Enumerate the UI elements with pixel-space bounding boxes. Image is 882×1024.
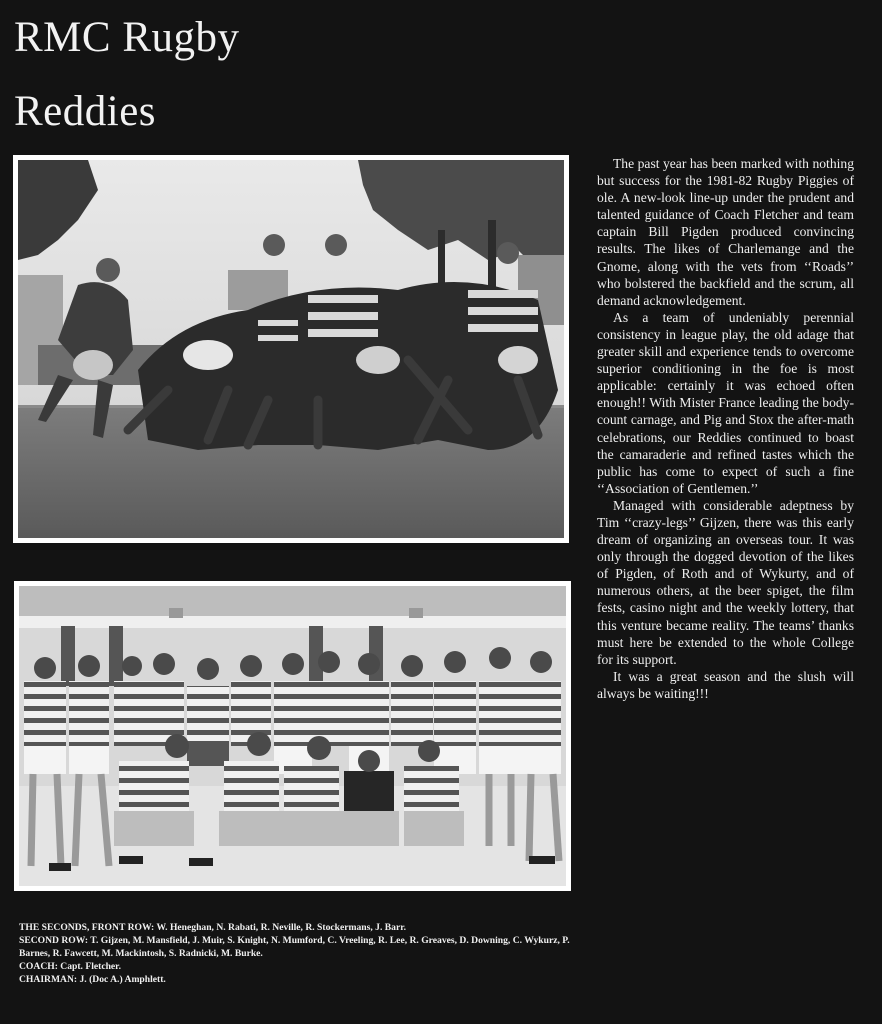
caption-coach: COACH: Capt. Fletcher. (19, 961, 121, 972)
scrum-action-photo (13, 155, 569, 543)
page-subtitle: Reddies (14, 88, 157, 135)
photo-caption (19, 921, 579, 986)
caption-chairman: CHAIRMAN: J. (Doc A.) Amphlett. (19, 974, 166, 985)
article-paragraph: It was a great season and the slush will always be waiting!!! (597, 668, 854, 701)
article-body (597, 155, 854, 702)
team-photo-image (19, 586, 566, 886)
scrum-photo-image (18, 160, 564, 538)
article-paragraph: As a team of undeniably perennial consistency in league play, the old adage that greater skill and experience tends to overcome superior conditioning in the foe is most applicable: certainly it was echoed often enough!! With Mister France leading the body-count carnage, and Pig and Stox the after-math celebrations, our Reddies continued to boast the camaraderie and refined tastes which the public has come to expect of such a fine ‘‘Association of Gentlemen.’’ (597, 309, 854, 496)
page-title: RMC Rugby (14, 14, 240, 61)
caption-front-row: THE SECONDS, FRONT ROW: W. Heneghan, N. Rabati, R. Neville, R. Stockermans, J. Barr. (19, 922, 406, 933)
article-paragraph: Managed with considerable adeptness by Tim ‘‘crazy-legs’’ Gijzen, there was this early dream of organizing an overseas tour. It was only through the dogged devotion of the likes of Pigden, of Roth and of Wykurty, and of numerous others, at the beer spiget, the film fests, casino night and the weekly lottery, that this venture became reality. The teams’ thanks must here be extended to the whole College for its support. (597, 497, 854, 667)
article-paragraph: The past year has been marked with nothing but success for the 1981-82 Rugby Piggies of ole. A new-look line-up under the prudent and talented guidance of Coach Fletcher and team captain Bill Pigden produced convincing results. The likes of Charlemange and the Gnome, along with the vets from ‘‘Roads’’ who bolstered the backfield and the scrum, all demand acknowledgement. (597, 156, 854, 308)
team-group-photo (14, 581, 571, 891)
caption-second-row: SECOND ROW: T. Gijzen, M. Mansfield, J. Muir, S. Knight, N. Mumford, C. Vreeling, R. Lee, R. Greaves, D. Downing, C. Wykurz, P. Barnes, R. Fawcett, M. Mackintosh, S. Radnicki, M. Burke. (19, 935, 570, 959)
